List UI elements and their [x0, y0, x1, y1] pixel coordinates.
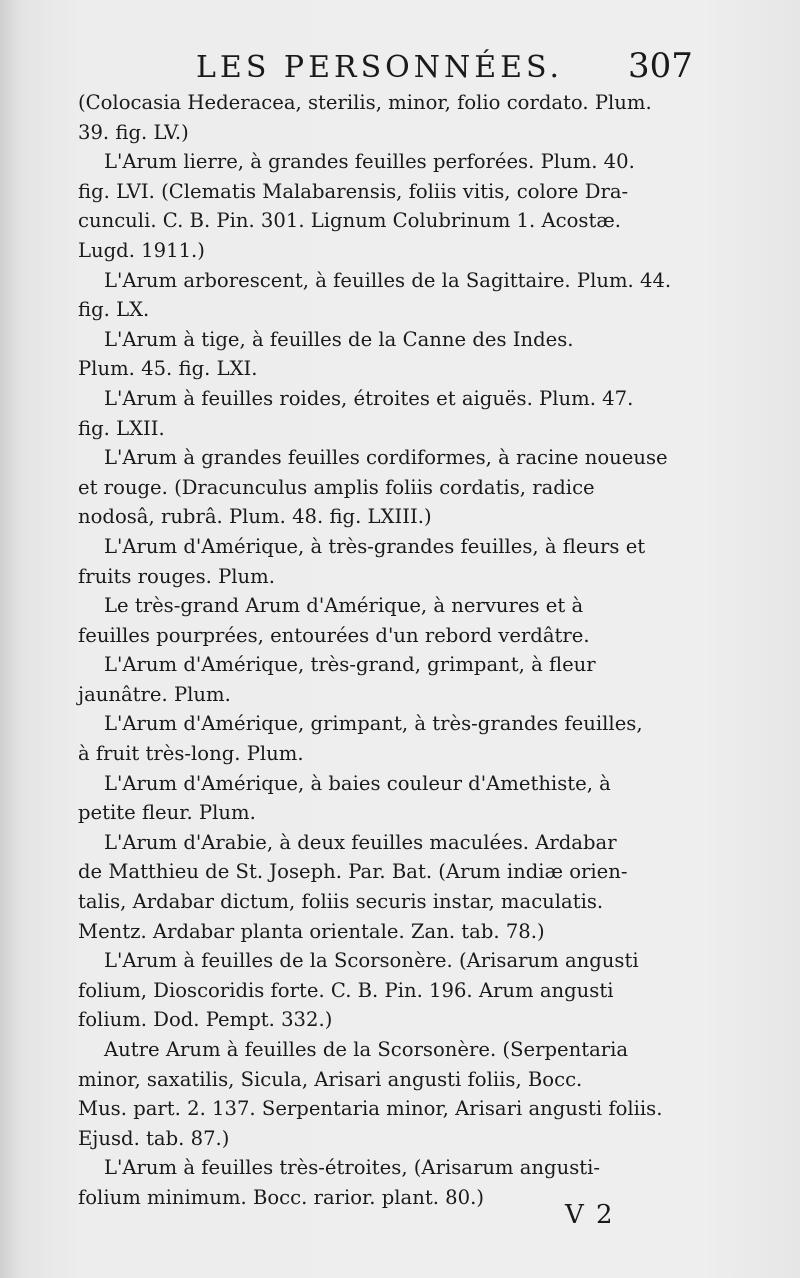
entry-arum-tige: L'Arum à tige, à feuilles de la Canne des Indes. Plum. 45. fig. LXI.	[78, 327, 574, 381]
page-header	[0, 44, 800, 94]
entry-arum-tres-etroites: L'Arum à feuilles très-étroites, (Arisarum angusti- folium minimum. Bocc. rarior. plant. 80.)	[78, 1156, 601, 1209]
entry-arum-scorsonere: L'Arum à feuilles de la Scorsonère. (Arisarum angusti folium, Dioscoridis forte. C. B. Pin. 196. Arum angusti folium. Dod. Pempt. 332.)	[78, 949, 639, 1032]
entry-arum-arabie: L'Arum d'Arabie, à deux feuilles maculées. Ardabar de Matthieu de St. Joseph. Par. Bat. (Arum indiæ orien- talis, Ardabar dictum, foliis securis instar, maculatis. Mentz. Ardabar planta orientale. Zan. tab. 78.)	[78, 830, 628, 943]
entry-arum-arborescent: L'Arum arborescent, à feuilles de la Sagittaire. Plum. 44. fig. LX.	[78, 268, 672, 322]
entry-arum-baies-amethiste: L'Arum d'Amérique, à baies couleur d'Amethiste, à petite fleur. Plum.	[78, 771, 611, 825]
entry-arum-amerique-fleurs-rouges: L'Arum d'Amérique, à très-grandes feuilles, à fleurs et fruits rouges. Plum.	[78, 534, 646, 588]
page-body	[78, 88, 784, 1213]
entry-arum-grimpant-fleur-jaunatre: L'Arum d'Amérique, très-grand, grimpant, à fleur jaunâtre. Plum.	[78, 653, 596, 706]
page-number: 307	[628, 46, 693, 86]
entry-colocasia: (Colocasia Hederacea, sterilis, minor, folio cordato. Plum. 39. fig. LV.)	[78, 91, 652, 144]
entry-arum-feuilles-roides: L'Arum à feuilles roides, étroites et aiguës. Plum. 47. fig. LXII.	[78, 386, 634, 440]
signature-mark: V 2	[565, 1200, 615, 1230]
entry-arum-cordiformes: L'Arum à grandes feuilles cordiformes, à racine noueuse et rouge. (Dracunculus amplis foliis cordatis, radice nodosâ, rubrâ. Plum. 48. fig. LXIII.)	[78, 446, 668, 529]
entry-tres-grand-arum: Le très-grand Arum d'Amérique, à nervures et à feuilles pourprées, entourées d'un rebord verdâtre.	[78, 594, 590, 647]
entry-arum-lierre: L'Arum lierre, à grandes feuilles perforées. Plum. 40. fig. LVI. (Clematis Malabarensis, foliis vitis, colore Dra- cunculi. C. B. Pin. 301. Lignum Colubrinum 1. Acostæ. Lugd. 1911.)	[78, 150, 635, 262]
running-head: LES PERSONNÉES.	[196, 50, 564, 85]
entry-autre-arum-scorsonere: Autre Arum à feuilles de la Scorsonère. (Serpentaria minor, saxatilis, Sicula, Arisari angusti foliis, Bocc. Mus. part. 2. 137. Serpentaria minor, Arisari angusti foliis. Ejusd. tab. 87.)	[78, 1038, 663, 1150]
entry-arum-grimpant-fruit-long: L'Arum d'Amérique, grimpant, à très-grandes feuilles, à fruit très-long. Plum.	[78, 712, 643, 766]
